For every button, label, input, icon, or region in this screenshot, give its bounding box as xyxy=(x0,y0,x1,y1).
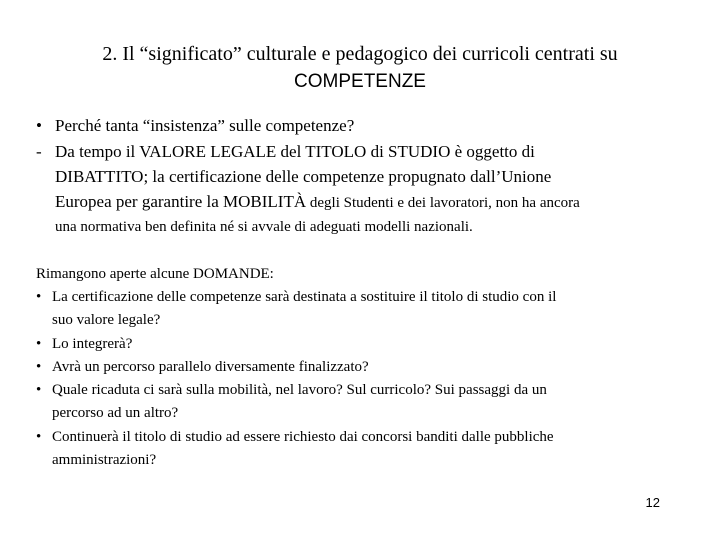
open-question-item xyxy=(36,286,676,333)
slide-title xyxy=(40,40,680,96)
answer-line-4: una normativa ben definita né si avvale di adeguati modelli nazionali. xyxy=(55,219,473,235)
open-question-line: suo valore legale? xyxy=(52,312,161,329)
answer-dash-item xyxy=(36,139,676,238)
answer-line-2: DIBATTITO; la certificazione delle competenze propugnato dall’Unione xyxy=(55,167,552,186)
bullet-marker: • xyxy=(36,358,42,375)
question-text: Perché tanta “insistenza” sulle competenze? xyxy=(55,116,355,135)
question-bullet xyxy=(36,113,676,138)
open-questions xyxy=(36,263,676,472)
slide-title-line-1: 2. Il “significato” culturale e pedagogico dei curricoli centrati su xyxy=(102,43,618,65)
answer-line-1: Da tempo il VALORE LEGALE del TITOLO di STUDIO è oggetto di xyxy=(55,142,535,161)
bullet-marker: • xyxy=(36,116,42,135)
bullet-marker: • xyxy=(36,382,42,399)
open-question-line: Avrà un percorso parallelo diversamente finalizzato? xyxy=(52,358,369,375)
bullet-marker: • xyxy=(36,335,42,352)
answer-line-3-small: degli Studenti e dei lavoratori, non ha ancora xyxy=(306,195,580,211)
open-question-item xyxy=(36,333,676,356)
answer-line-3-large: Europea per garantire la MOBILITÀ xyxy=(55,192,307,211)
bullet-marker: • xyxy=(36,289,42,305)
open-question-line: amministrazioni? xyxy=(52,452,157,469)
open-questions-intro: Rimangono aperte alcune DOMANDE: xyxy=(36,266,274,282)
open-question-item xyxy=(36,356,676,379)
open-question-line: Quale ricaduta ci sarà sulla mobilità, nel lavoro? Sul curricolo? Sui passaggi da un xyxy=(52,382,547,399)
open-question-item xyxy=(36,426,676,473)
main-points xyxy=(36,113,676,238)
slide-title-line-2: COMPETENZE xyxy=(294,71,426,92)
dash-marker: - xyxy=(36,142,42,161)
open-question-item xyxy=(36,379,676,426)
open-question-line: Lo integrerà? xyxy=(52,335,133,352)
answer-line-3 xyxy=(55,189,676,216)
open-question-line: Continuerà il titolo di studio ad essere richiesto dai concorsi banditi dalle pubbliche xyxy=(52,428,554,445)
open-question-line: percorso ad un altro? xyxy=(52,405,179,422)
bullet-marker: • xyxy=(36,428,42,445)
open-question-line: La certificazione delle competenze sarà destinata a sostituire il titolo di studio con il xyxy=(52,289,557,305)
page-number: 12 xyxy=(645,495,660,510)
